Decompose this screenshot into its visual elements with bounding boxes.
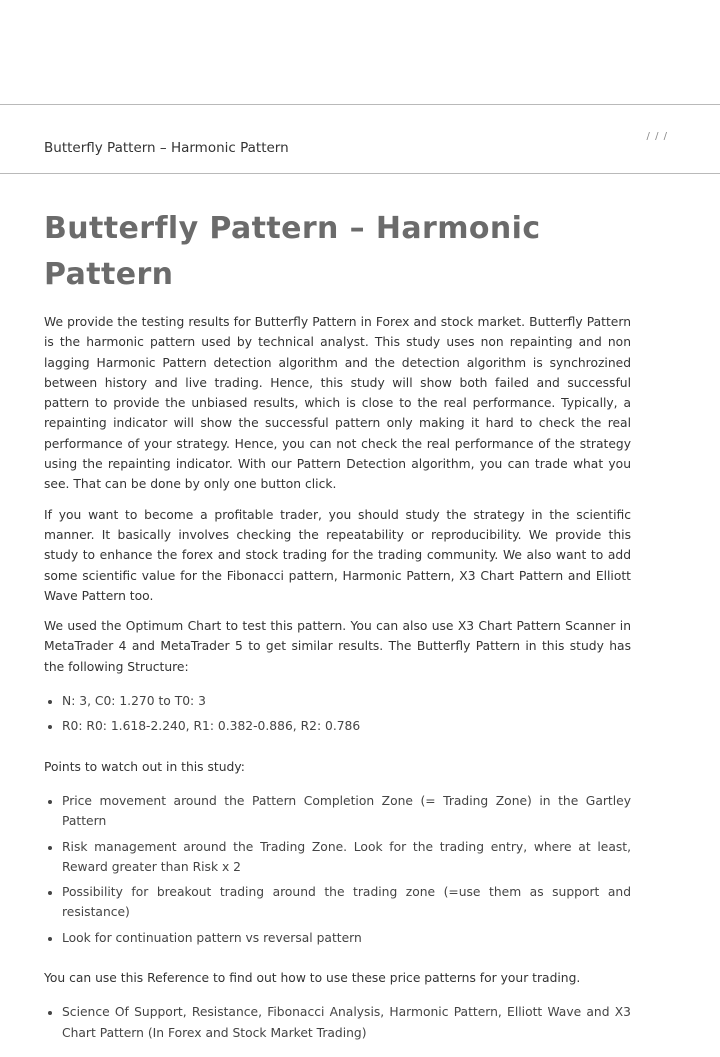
intro-paragraph: We provide the testing results for Butterfly Pattern in Forex and stock market. Butterfly Pattern is the harmonic pattern used by technical analyst. This study uses non repainting and non lagging Harmonic Pattern detection algorithm and the detection algorithm is synchrozined between history and live trading. Hence, this study will show both failed and successful pattern to provide the unbiased results, which is close to the real performance. Typically, a repainting indicator will show the successful pattern only making it hard to check the real performance of your strategy. Hence, you can not check the real performance of the strategy using the repainting indicator. With our Pattern Detection algorithm, you can trade what you see. That can be done by only one button click. [44, 315, 631, 492]
list-item: • Look for continuation pattern vs reversal pattern [62, 928, 631, 948]
list-item: • Price movement around the Pattern Completion Zone (= Trading Zone) in the Gartley Pattern [62, 791, 631, 832]
list-item: • Science Of Support, Resistance, Fibonacci Analysis, Harmonic Pattern, Elliott Wave and X3 Chart Pattern (In Forex and Stock Market Trading) [62, 1002, 631, 1043]
header-divider-top [0, 104, 720, 105]
structure-paragraph: We used the Optimum Chart to test this pattern. You can also use X3 Chart Pattern Scanner in MetaTrader 4 and MetaTrader 5 to get similar results. The Butterfly Pattern in this study has the following Structure: [44, 619, 631, 674]
list-item: • N: 3, C0: 1.270 to T0: 3 [62, 691, 631, 711]
breadcrumb[interactable]: / / / [646, 131, 668, 142]
article-content [44, 206, 631, 1057]
study-paragraph: If you want to become a profitable trader, you should study the strategy in the scientific manner. It basically involves checking the repeatability or reproducibility. We provide this study to enhance the forex and stock trading for the trading community. We also want to add some scientific value for the Fibonacci pattern, Harmonic Pattern, X3 Chart Pattern and Elliott Wave Pattern too. [44, 507, 631, 603]
watch-label: Points to watch out in this study: [44, 759, 245, 774]
reference-label: You can use this Reference to find out how to use these price patterns for your trading. [44, 971, 581, 986]
list-item: • R0: R0: 1.618-2.240, R1: 0.382-0.886, R2: 0.786 [62, 716, 631, 736]
structure-list [44, 691, 631, 737]
article-title: Butterfly Pattern – Harmonic Pattern [44, 211, 541, 292]
header-divider-bottom [0, 173, 720, 174]
list-item: • Possibility for breakout trading around the trading zone (=use them as support and resistance) [62, 882, 631, 923]
reference-list [44, 1002, 631, 1043]
list-item: • Risk management around the Trading Zone. Look for the trading entry, where at least, Reward greater than Risk x 2 [62, 837, 631, 878]
top-blank-area [0, 0, 720, 104]
watch-list [44, 791, 631, 948]
header-title: Butterfly Pattern – Harmonic Pattern [44, 140, 289, 156]
